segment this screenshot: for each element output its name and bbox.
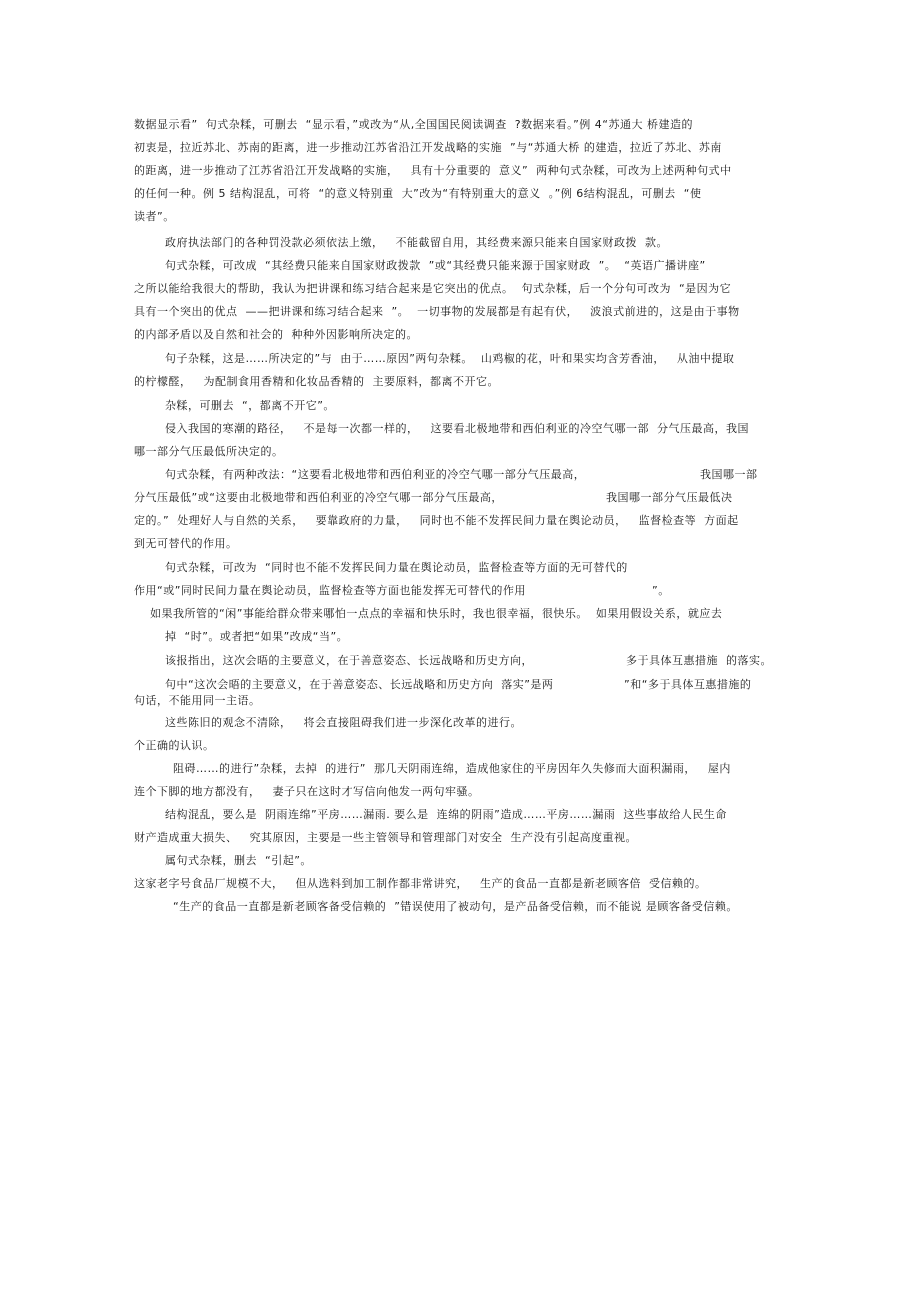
text-line: 到无可替代的作用。: [134, 537, 238, 550]
text-line: 这些陈旧的观念不清除， 将会直接阻碍我们进一步深化改革的进行。: [165, 716, 522, 729]
text-line: 掉 “时”。或者把“如果”改成“当”。: [165, 630, 349, 643]
text-line: 分气压最低”或“这要由北极地带和西伯利亚的冷空气哪一部分气压最高，: [134, 491, 503, 504]
text-line: 属句式杂糅，删去 “引起”。: [165, 854, 312, 867]
text-line: 我国哪一部: [700, 468, 758, 481]
text-line: ”。: [652, 584, 670, 597]
text-line: 杂糅，可删去 “，都离不开它”。: [165, 399, 335, 412]
text-line: 侵入我国的寒潮的路径， 不是每一次都一样的， 这要看北极地带和西伯利亚的冷空气哪一部 分气压最高，我国: [165, 422, 749, 435]
text-line: ”和“多于具体互惠措施的: [624, 678, 752, 691]
text-line: 财产造成重大损失、 究其原因，主要是一些主管领导和管理部门对安全 生产没有引起高度重视。: [134, 831, 637, 844]
text-line: 的距离，进一步推动了江苏省沿江开发战略的实施， 具有十分重要的 意义” 两种句式杂糅，可改为上述两种句式中: [134, 164, 732, 177]
text-line: 结构混乱，要么是 阴雨连绵”平房……漏雨. 要么是 连绵的阴雨”造成……平房……漏雨 这些事故给人民生命: [165, 808, 727, 821]
text-line: 具有一个突出的优点 ——把讲课和练习结合起来 ”。 一切事物的发展都是有起有伏， 波浪式前进的，这是由于事物: [134, 305, 740, 318]
text-line: 定的。” 处理好人与自然的关系， 要靠政府的力量， 同时也不能不发挥民间力量在舆论动员， 监督检查等 方面起: [134, 514, 739, 527]
text-line: 句式杂糅，可改成 “其经费只能来自国家财政拨款 ”或“其经费只能来源于国家财政 ”。 “英语广播讲座”: [165, 259, 706, 272]
text-line: 政府执法部门的各种罚没款必须依法上缴， 不能截留自用，其经费来源只能来自国家财政拨 款。: [165, 236, 668, 249]
text-line: 我国哪一部分气压最低决: [606, 491, 733, 504]
text-line: 句子杂糅，这是……所决定的”与 由于……原因”两句杂糅。 山鸡椒的花，叶和果实均含芳香油， 从油中提取: [165, 352, 735, 365]
text-line: 该报指出，这次会晤的主要意义，在于善意姿态、长远战略和历史方向，: [165, 654, 533, 667]
text-line: 句式杂糅，有两种改法：“这要看北极地带和西伯利亚的冷空气哪一部分气压最高，: [165, 468, 586, 481]
text-line: 数据显示看” 句式杂糅，可删去 “显示看，”或改为“从,全国国民阅读调查 ?数据来看。”例 4“苏通大 桥建造的: [134, 118, 693, 131]
text-line: 连个下脚的地方都没有， 妻子只在这时才写信向他发一两句牢骚。: [134, 785, 480, 798]
text-line: 这家老字号食品厂规模不大， 但从选料到加工制作都非常讲究， 生产的食品一直都是新老顾客倍 受信赖的。: [134, 877, 707, 890]
text-line: 之所以能给我很大的帮助，我认为把讲课和练习结合起来是它突出的优点。 句式杂糅，后一个分句可改为 “是因为它: [134, 282, 732, 295]
text-line: 读者”。: [134, 210, 175, 223]
text-line: 句话，不能用同一主语。: [134, 694, 261, 707]
text-line: 的任何一种。例 5 结构混乱，可将 “的意义特别重 大”改为“有特别重大的意义 。”例 6结构混乱，可删去 “使: [134, 187, 702, 200]
text-line: 个正确的认识。: [134, 739, 215, 752]
text-line: 句中“这次会晤的主要意义，在于善意姿态、长远战略和历史方向 落实”是两: [165, 678, 554, 691]
text-line: 作用“或”同时民间力量在舆论动员，监督检查等方面也能发挥无可替代的作用: [134, 584, 526, 597]
text-line: “生产的食品一直都是新老顾客备受信赖的 ”错误使用了被动句，是产品备受信赖，而不能说 是顾客备受信赖。: [173, 900, 738, 913]
text-line: 初衷是，拉近苏北、苏南的距离，进一步推动江苏省沿江开发战略的实施 ”与“苏通大桥 的建造，拉近了苏北、苏南: [134, 141, 722, 154]
text-line: 如果我所管的“闲”事能给群众带来哪怕一点点的幸福和快乐时，我也很幸福，很快乐。 如果用假设关系，就应去: [150, 607, 723, 620]
text-line: 句式杂糅，可改为 “同时也不能不发挥民间力量在舆论动员，监督检查等方面的无可替代的: [165, 561, 628, 574]
text-line: 多于具体互惠措施 的落实。: [626, 654, 772, 667]
text-line: 哪一部分气压最低所决定的。: [134, 445, 284, 458]
text-line: 阻碍……的进行”杂糅，去掉 的进行” 那几天阴雨连绵，造成他家住的平房因年久失修而大面积漏雨， 屋内: [173, 762, 731, 775]
text-line: 的内部矛盾以及自然和社会的 种种外因影响所决定的。: [134, 328, 418, 341]
text-line: 的柠檬醛， 为配制食用香精和化妆品香精的 主要原料，都离不开它。: [134, 375, 499, 388]
